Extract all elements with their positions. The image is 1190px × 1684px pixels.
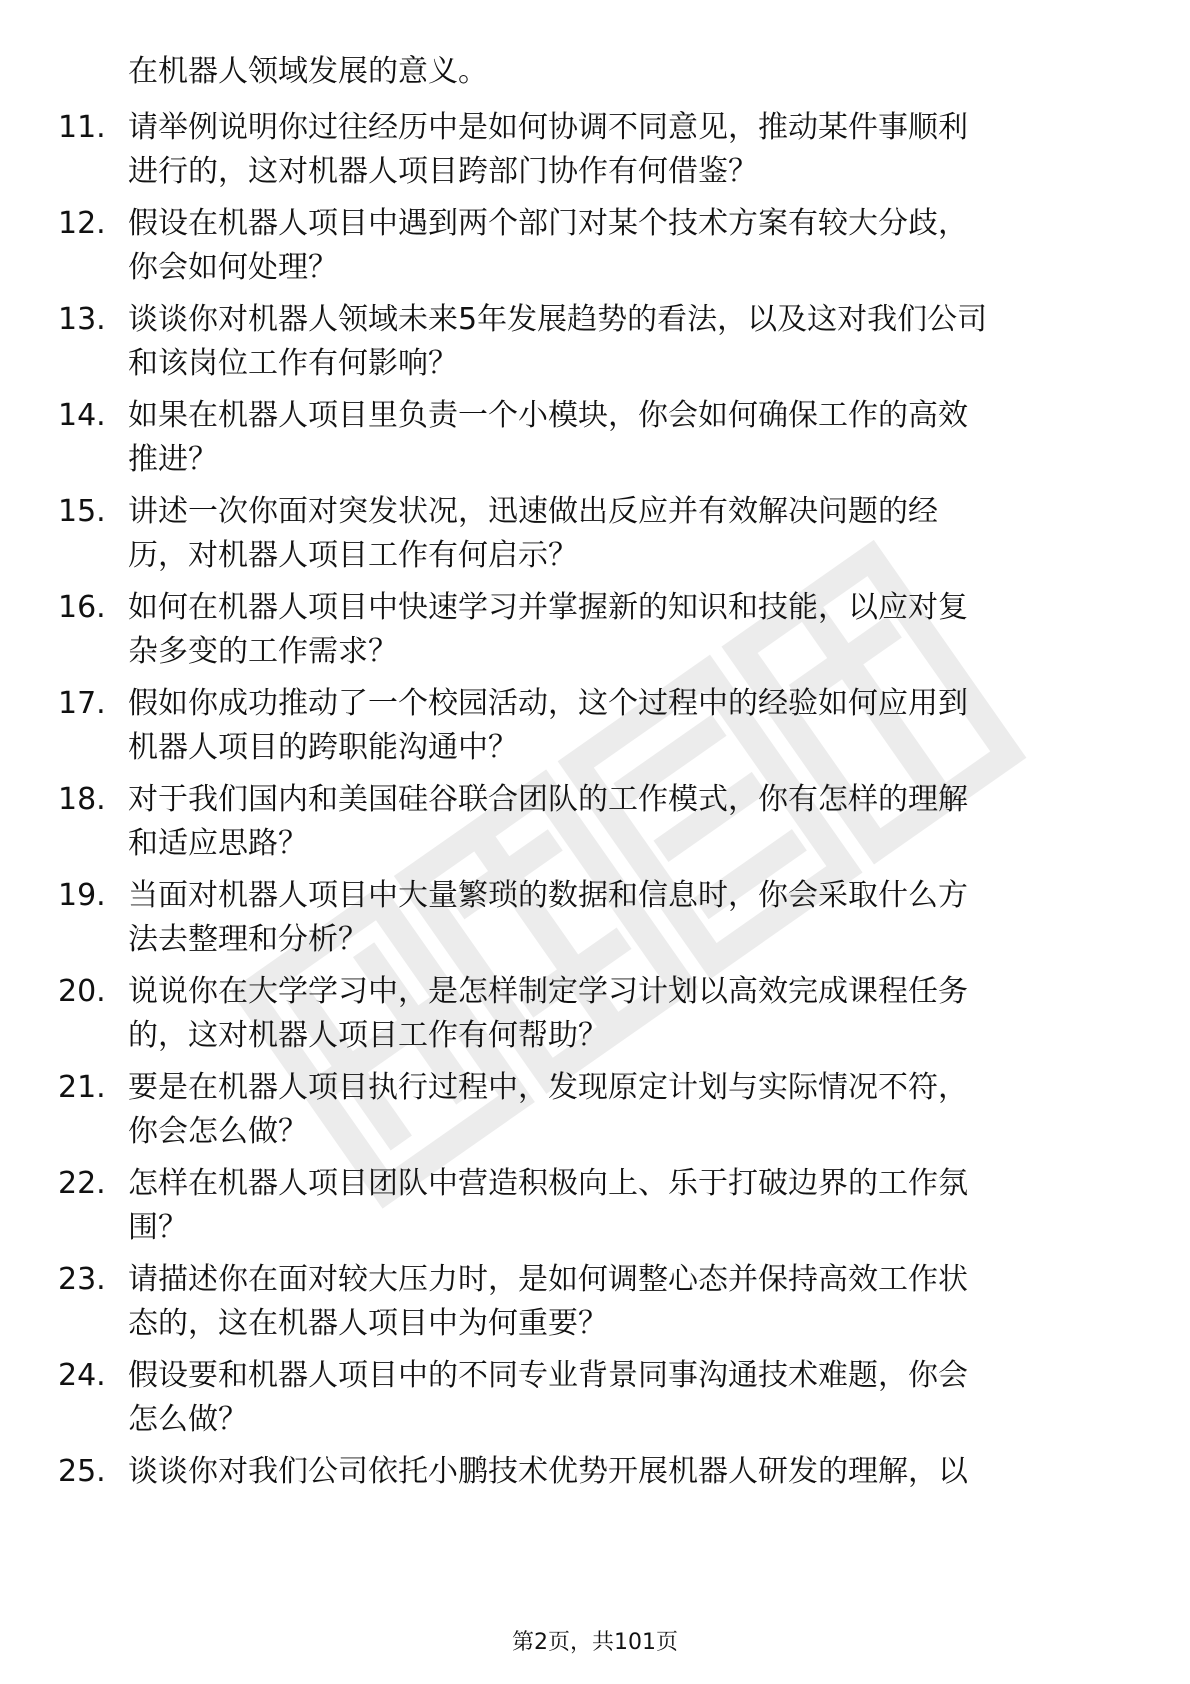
question-text: 请描述你在面对较大压力时，是如何调整心态并保持高效工作状 态的，这在机器人项目中为何重要？ [128, 1262, 968, 1341]
question-text: 请举例说明你过往经历中是如何协调不同意见，推动某件事顺利 进行的，这对机器人项目跨部门协作有何借鉴？ [128, 110, 968, 189]
question-text: 假如你成功推动了一个校园活动，这个过程中的经验如何应用到 机器人项目的跨职能沟通中？ [128, 686, 968, 765]
question-number: 23. [58, 1262, 106, 1297]
page-footer: 第2页，共101页 [512, 1630, 678, 1655]
question-number: 17. [58, 686, 106, 721]
question-number: 20. [58, 974, 106, 1009]
question-text: 谈谈你对我们公司依托小鹏技术优势开展机器人研发的理解，以 [128, 1454, 968, 1489]
question-text: 如果在机器人项目里负责一个小模块，你会如何确保工作的高效 推进？ [128, 398, 968, 477]
question-number: 13. [58, 302, 106, 337]
question-number: 24. [58, 1358, 106, 1393]
question-number: 12. [58, 206, 106, 241]
question-number: 22. [58, 1166, 106, 1201]
question-number: 18. [58, 782, 106, 817]
question-text: 要是在机器人项目执行过程中，发现原定计划与实际情况不符， 你会怎么做？ [128, 1070, 968, 1149]
question-text: 说说你在大学学习中，是怎样制定学习计划以高效完成课程任务 的，这对机器人项目工作有何帮助？ [128, 974, 968, 1053]
question-number: 16. [58, 590, 106, 625]
question-number: 25. [58, 1454, 106, 1489]
question-text: 谈谈你对机器人领域未来5年发展趋势的看法，以及这对我们公司 和该岗位工作有何影响？ [128, 302, 988, 381]
question-number: 11. [58, 110, 106, 145]
question-number: 14. [58, 398, 106, 433]
question-text: 怎样在机器人项目团队中营造积极向上、乐于打破边界的工作氛 围？ [128, 1166, 968, 1245]
question-number: 21. [58, 1070, 106, 1105]
question-text: 假设在机器人项目中遇到两个部门对某个技术方案有较大分歧， 你会如何处理？ [128, 206, 968, 285]
question-text: 如何在机器人项目中快速学习并掌握新的知识和技能，以应对复 杂多变的工作需求？ [128, 590, 968, 669]
question-text: 假设要和机器人项目中的不同专业背景同事沟通技术难题，你会 怎么做？ [128, 1358, 968, 1437]
question-text: 讲述一次你面对突发状况，迅速做出反应并有效解决问题的经 历，对机器人项目工作有何启示？ [128, 494, 938, 573]
question-number: 19. [58, 878, 106, 913]
question-text: 当面对机器人项目中大量繁琐的数据和信息时，你会采取什么方 法去整理和分析？ [128, 878, 968, 957]
question-number: 15. [58, 494, 106, 529]
question-text: 对于我们国内和美国硅谷联合团队的工作模式，你有怎样的理解 和适应思路？ [128, 782, 968, 861]
previous-question-continuation: 在机器人领域发展的意义。 [128, 54, 488, 89]
